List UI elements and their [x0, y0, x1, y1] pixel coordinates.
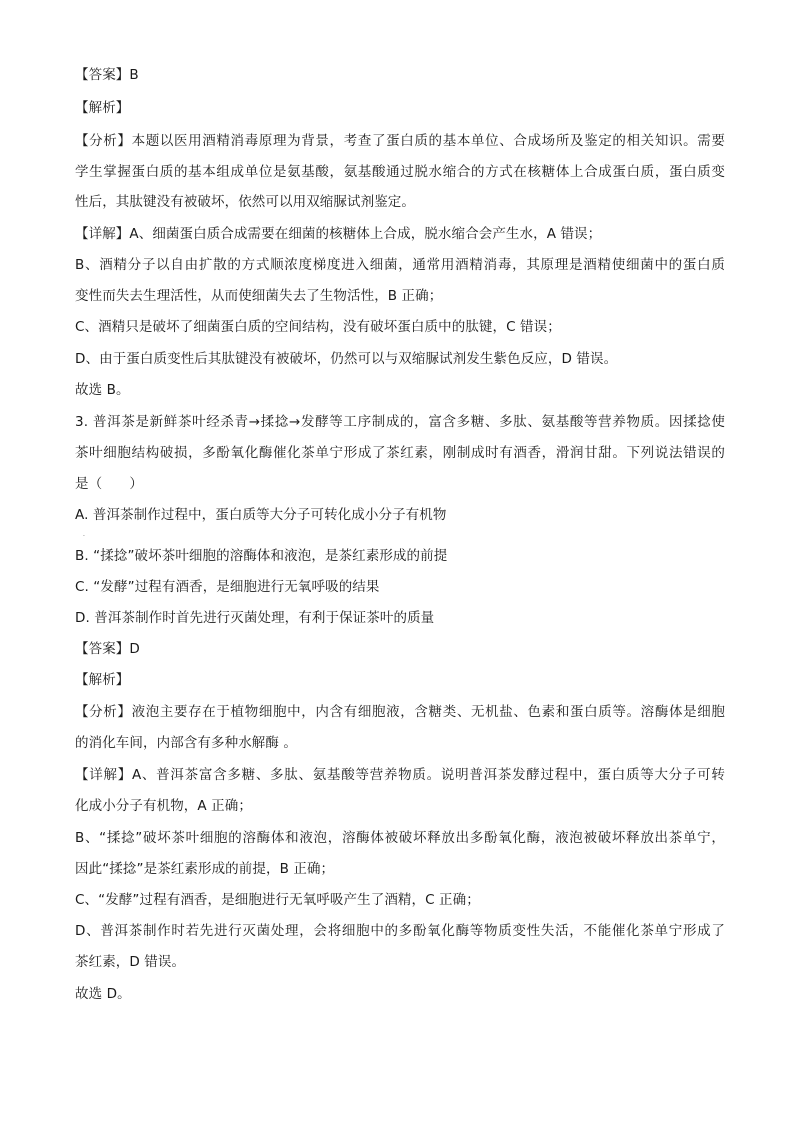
answer-label: 【答案】B: [75, 67, 139, 83]
question-stem-line: 茶叶细胞结构破损，多酚氧化酶催化茶单宁形成了茶红素，刚制成时有酒香，滑润甘甜。下列说法错误的: [75, 445, 725, 461]
detail-text-line: D、由于蛋白质变性后其肽键没有被破坏，仍然可以与双缩脲试剂发生紫色反应，D 错误。: [75, 351, 618, 367]
analysis-heading: 【解析】: [75, 672, 130, 688]
detail-text-line: B、“揉捻”破坏茶叶细胞的溶酶体和液泡，溶酶体被破坏释放出多酚氧化酶，液泡被破坏释放出茶单宁，: [75, 830, 725, 846]
answer-label: 【答案】D: [75, 641, 140, 657]
option-c: C. “发酵”过程有酒香，是细胞进行无氧呼吸的结果: [75, 579, 380, 595]
option-a: A. 普洱茶制作过程中，蛋白质等大分子可转化成小分子有机物: [75, 507, 447, 523]
analysis-text-line: 学生掌握蛋白质的基本组成单位是氨基酸，氨基酸通过脱水缩合的方式在核糖体上合成蛋白质，蛋白质变: [75, 164, 725, 180]
detail-text-line: B、酒精分子以自由扩散的方式顺浓度梯度进入细菌，通常用酒精消毒，其原理是酒精使细菌中的蛋白质: [75, 257, 725, 273]
detail-text-line: 茶红素，D 错误。: [75, 954, 186, 970]
detail-text-line: C、“发酵”过程有酒香，是细胞进行无氧呼吸产生了酒精，C 正确；: [75, 892, 480, 908]
detail-text-line: D、普洱茶制作时若先进行灭菌处理，会将细胞中的多酚氧化酶等物质变性失活，不能催化茶单宁形成了: [75, 923, 725, 939]
conclusion-line: 故选 B。: [75, 382, 130, 398]
detail-text-line: 【详解】A、普洱茶富含多糖、多肽、氨基酸等营养物质。说明普洱茶发酵过程中，蛋白质等大分子可转: [75, 767, 725, 783]
analysis-text-line: 性后，其肽键没有被破坏，依然可以用双缩脲试剂鉴定。: [75, 194, 415, 210]
analysis-text-line: 的消化车间，内部含有多种水解酶 。: [75, 735, 297, 751]
conclusion-line: 故选 D。: [75, 986, 131, 1002]
detail-text-line: 【详解】A、细菌蛋白质合成需要在细菌的核糖体上合成，脱水缩合会产生水，A 错误；: [75, 226, 602, 242]
question-stem-line: 是（ ）: [75, 476, 143, 492]
detail-text-line: C、酒精只是破坏了细菌蛋白质的空间结构，没有破坏蛋白质中的肽键，C 错误；: [75, 319, 561, 335]
detail-text-line: 因此“揉捻”是茶红素形成的前提，B 正确；: [75, 861, 335, 877]
question-stem-line: 3. 普洱茶是新鲜茶叶经杀青→揉捻→发酵等工序制成的，富含多糖、多肽、氨基酸等营养物质。因揉捻使: [75, 414, 725, 430]
detail-text-line: 变性而失去生理活性，从而使细菌失去了生物活性，B 正确；: [75, 288, 443, 304]
option-d: D. 普洱茶制作时首先进行灭菌处理，有利于保证茶叶的质量: [75, 610, 435, 626]
option-b: B. “揉捻”破坏茶叶细胞的溶酶体和液泡，是茶红素形成的前提: [75, 548, 448, 564]
analysis-text-line: 【分析】本题以医用酒精消毒原理为背景，考查了蛋白质的基本单位、合成场所及鉴定的相关知识。需要: [75, 133, 725, 149]
detail-text-line: 化成小分子有机物，A 正确；: [75, 798, 252, 814]
analysis-heading: 【解析】: [75, 100, 130, 116]
analysis-text-line: 【分析】液泡主要存在于植物细胞中，内含有细胞液，含糖类、无机盐、色素和蛋白质等。溶酶体是细胞: [75, 704, 725, 720]
stray-mark: ·: [83, 533, 85, 540]
